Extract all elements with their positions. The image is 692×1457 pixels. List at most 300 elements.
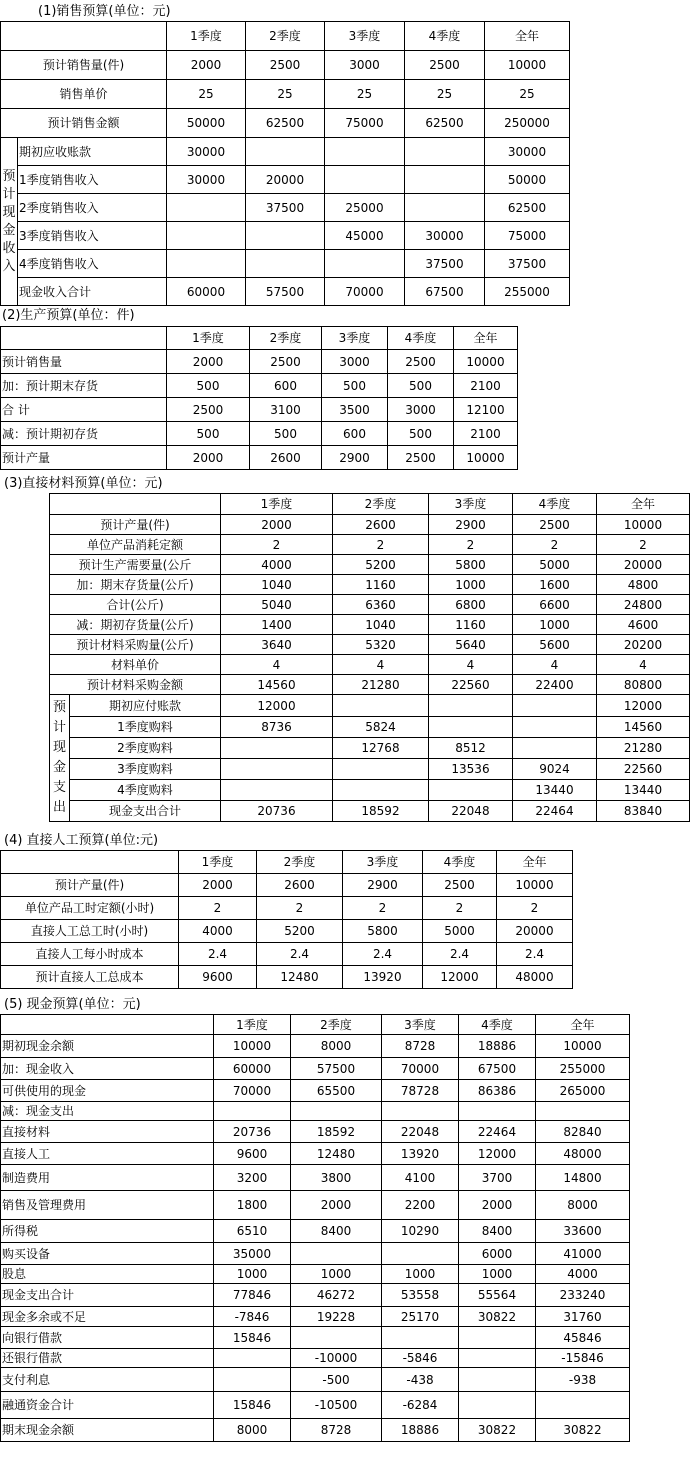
table-cell: 4 <box>513 655 597 675</box>
table-cell <box>405 166 485 194</box>
table-cell: 15846 <box>214 1392 291 1419</box>
table-row <box>1 446 518 470</box>
table-row <box>50 717 690 738</box>
table-cell: 6510 <box>214 1220 291 1243</box>
table-row <box>50 738 690 759</box>
table-row <box>1 1143 630 1165</box>
column-header: 4季度 <box>405 22 485 51</box>
table-cell: 2.4 <box>497 943 573 966</box>
table-cell: 5824 <box>333 717 429 738</box>
table-row <box>1 1220 630 1243</box>
table-row <box>1 897 573 920</box>
table-row <box>1 1102 630 1121</box>
row-label: 预计产量(件) <box>1 874 179 897</box>
table-row <box>1 1243 630 1265</box>
table-cell: 1400 <box>221 615 333 635</box>
column-header: 1季度 <box>214 1015 291 1035</box>
table-cell: 20000 <box>246 166 325 194</box>
table-cell: 500 <box>322 374 388 398</box>
table-cell: 5800 <box>429 555 513 575</box>
table-cell: 30822 <box>459 1307 536 1327</box>
table-cell: 1160 <box>333 575 429 595</box>
table-row <box>50 780 690 801</box>
table-cell: 83840 <box>597 801 690 822</box>
table-cell <box>221 759 333 780</box>
column-header: 全年 <box>536 1015 630 1035</box>
row-label: 期末现金余额 <box>1 1419 214 1442</box>
column-header: 1季度 <box>167 327 250 350</box>
table-cell: 4 <box>429 655 513 675</box>
table-cell: 2.4 <box>179 943 257 966</box>
table-cell: 2 <box>429 535 513 555</box>
table-cell: 2 <box>597 535 690 555</box>
table-cell: 1000 <box>214 1265 291 1284</box>
table-cell <box>459 1327 536 1349</box>
table-cell: 8728 <box>291 1419 382 1442</box>
table-cell: 62500 <box>405 109 485 138</box>
table-row <box>50 615 690 635</box>
group-label: 预计现金收入 <box>1 138 18 306</box>
table-cell: 21280 <box>333 675 429 695</box>
corner-cell <box>1 22 167 51</box>
row-label: 3季度购料 <box>70 759 221 780</box>
table-cell <box>405 138 485 166</box>
table-cell: -5846 <box>382 1349 459 1368</box>
table-cell: 12100 <box>454 398 518 422</box>
table-cell: 33600 <box>536 1220 630 1243</box>
table-cell: 22464 <box>459 1121 536 1143</box>
table-cell: 8512 <box>429 738 513 759</box>
table-row <box>1 1035 630 1058</box>
column-header: 4季度 <box>513 494 597 515</box>
table-cell: 37500 <box>485 250 570 278</box>
table-cell: 5200 <box>257 920 343 943</box>
table-cell: 2500 <box>388 350 454 374</box>
row-label: 减：期初存货量(公斤) <box>50 615 221 635</box>
table-cell: 6000 <box>459 1243 536 1265</box>
table-cell: 1000 <box>382 1265 459 1284</box>
table-cell: 13920 <box>343 966 423 989</box>
table-cell: 600 <box>250 374 322 398</box>
corner-cell <box>1 327 167 350</box>
table-cell <box>325 166 405 194</box>
table-cell: 57500 <box>291 1058 382 1080</box>
table-cell: 255000 <box>485 278 570 306</box>
column-header: 1季度 <box>179 851 257 874</box>
table-cell: 25170 <box>382 1307 459 1327</box>
table-cell: 5640 <box>429 635 513 655</box>
table-cell: 20000 <box>597 555 690 575</box>
table-cell: 12000 <box>221 695 333 717</box>
material-budget-title: (3)直接材料预算(单位：元) <box>4 476 163 491</box>
table-cell: 10000 <box>485 51 570 80</box>
table-cell: 500 <box>167 422 250 446</box>
cash-budget-title: (5) 现金预算(单位：元) <box>4 997 141 1012</box>
table-cell: 2500 <box>250 350 322 374</box>
column-header: 3季度 <box>382 1015 459 1035</box>
table-row <box>1 1191 630 1220</box>
table-row <box>1 278 570 306</box>
table-cell: 2900 <box>429 515 513 535</box>
table-cell: 1000 <box>429 575 513 595</box>
row-label: 单位产品消耗定额 <box>50 535 221 555</box>
row-label: 预计材料采购量(公斤) <box>50 635 221 655</box>
table-cell: -10000 <box>291 1349 382 1368</box>
table-row <box>50 575 690 595</box>
row-label: 期初应收账款 <box>18 138 167 166</box>
table-cell <box>214 1102 291 1121</box>
table-cell: 9600 <box>214 1143 291 1165</box>
table-cell: 25000 <box>325 194 405 222</box>
row-label: 合 计 <box>1 398 167 422</box>
row-label: 合计(公斤) <box>50 595 221 615</box>
table-cell: 2.4 <box>257 943 343 966</box>
table-cell <box>221 780 333 801</box>
row-label: 购买设备 <box>1 1243 214 1265</box>
table-cell: 4 <box>597 655 690 675</box>
table-row <box>50 555 690 575</box>
row-label: 向银行借款 <box>1 1327 214 1349</box>
column-header: 1季度 <box>167 22 246 51</box>
table-cell: -438 <box>382 1368 459 1392</box>
table-cell: 2900 <box>343 874 423 897</box>
table-cell: 2 <box>497 897 573 920</box>
table-cell: -938 <box>536 1368 630 1392</box>
table-cell <box>429 695 513 717</box>
table-cell: 25 <box>325 80 405 109</box>
table-cell: 14800 <box>536 1165 630 1191</box>
header-row <box>50 494 690 515</box>
table-cell: 500 <box>250 422 322 446</box>
row-label: 减：预计期初存货 <box>1 422 167 446</box>
table-cell: 265000 <box>536 1080 630 1102</box>
corner-cell <box>1 1015 214 1035</box>
row-label: 现金支出合计 <box>1 1284 214 1307</box>
table-cell: 6600 <box>513 595 597 615</box>
table-cell: -7846 <box>214 1307 291 1327</box>
column-header: 2季度 <box>250 327 322 350</box>
table-cell <box>459 1349 536 1368</box>
row-label: 现金收入合计 <box>18 278 167 306</box>
row-label: 预计产量 <box>1 446 167 470</box>
table-cell: 1000 <box>459 1265 536 1284</box>
table-cell: 3000 <box>322 350 388 374</box>
table-cell: 50000 <box>167 109 246 138</box>
table-cell: 19228 <box>291 1307 382 1327</box>
row-label: 期初现金余额 <box>1 1035 214 1058</box>
table-cell: 9024 <box>513 759 597 780</box>
table-cell: 2.4 <box>423 943 497 966</box>
table-cell <box>429 780 513 801</box>
row-label: 融通资金合计 <box>1 1392 214 1419</box>
row-label: 销售单价 <box>1 80 167 109</box>
table-cell: 8736 <box>221 717 333 738</box>
table-cell: 65500 <box>291 1080 382 1102</box>
table-cell: 5200 <box>333 555 429 575</box>
table-row <box>1 966 573 989</box>
table-cell: 2900 <box>322 446 388 470</box>
table-cell: 8400 <box>291 1220 382 1243</box>
table-cell: 67500 <box>405 278 485 306</box>
table-cell: 10290 <box>382 1220 459 1243</box>
table-cell: 86386 <box>459 1080 536 1102</box>
table-cell: 12480 <box>257 966 343 989</box>
table-cell: 2 <box>513 535 597 555</box>
column-header: 全年 <box>597 494 690 515</box>
table-row <box>1 1165 630 1191</box>
table-cell: 20200 <box>597 635 690 655</box>
table-cell: 1160 <box>429 615 513 635</box>
table-cell: 10000 <box>497 874 573 897</box>
table-cell: 37500 <box>405 250 485 278</box>
table-cell: 1000 <box>291 1265 382 1284</box>
table-cell: 67500 <box>459 1058 536 1080</box>
table-cell: 2500 <box>513 515 597 535</box>
column-header: 3季度 <box>322 327 388 350</box>
table-cell: 2200 <box>382 1191 459 1220</box>
table-cell: 2000 <box>167 350 250 374</box>
table-cell: 30000 <box>485 138 570 166</box>
row-label: 制造费用 <box>1 1165 214 1191</box>
table-cell: -500 <box>291 1368 382 1392</box>
table-cell: 8000 <box>291 1035 382 1058</box>
table-row <box>1 1368 630 1392</box>
row-label: 直接人工每小时成本 <box>1 943 179 966</box>
column-header: 4季度 <box>423 851 497 874</box>
table-cell <box>325 250 405 278</box>
table-cell <box>333 780 429 801</box>
table-cell: 30822 <box>459 1419 536 1442</box>
row-label: 预计材料采购金额 <box>50 675 221 695</box>
column-header: 全年 <box>454 327 518 350</box>
table-cell: 30822 <box>536 1419 630 1442</box>
table-cell: 50000 <box>485 166 570 194</box>
table-row <box>1 1307 630 1327</box>
column-header: 2季度 <box>333 494 429 515</box>
table-cell: 500 <box>167 374 250 398</box>
table-cell <box>536 1102 630 1121</box>
table-cell: 8400 <box>459 1220 536 1243</box>
table-cell: 6800 <box>429 595 513 615</box>
column-header: 4季度 <box>459 1015 536 1035</box>
column-header: 3季度 <box>343 851 423 874</box>
row-label: 可供使用的现金 <box>1 1080 214 1102</box>
table-cell: 600 <box>322 422 388 446</box>
table-cell: 45000 <box>325 222 405 250</box>
table-cell: 20736 <box>214 1121 291 1143</box>
table-cell: 4 <box>221 655 333 675</box>
table-cell <box>405 194 485 222</box>
column-header: 3季度 <box>429 494 513 515</box>
table-row <box>1 1349 630 1368</box>
table-cell: 4 <box>333 655 429 675</box>
table-cell: 2 <box>179 897 257 920</box>
table-cell: 25 <box>485 80 570 109</box>
table-cell: 2600 <box>333 515 429 535</box>
table-cell <box>333 695 429 717</box>
table-cell: 31760 <box>536 1307 630 1327</box>
table-cell: 24800 <box>597 595 690 615</box>
table-cell: 1000 <box>513 615 597 635</box>
table-cell: 250000 <box>485 109 570 138</box>
table-row <box>1 1121 630 1143</box>
sales-budget-title: (1)销售预算(单位：元) <box>38 4 171 19</box>
table-row <box>50 535 690 555</box>
table-row <box>1 422 518 446</box>
table-cell: 233240 <box>536 1284 630 1307</box>
table-cell: 62500 <box>246 109 325 138</box>
table-cell: 1040 <box>333 615 429 635</box>
header-row <box>1 327 518 350</box>
table-cell: 2500 <box>388 446 454 470</box>
table-cell: 13536 <box>429 759 513 780</box>
row-label: 股息 <box>1 1265 214 1284</box>
table-row <box>1 80 570 109</box>
column-header: 2季度 <box>291 1015 382 1035</box>
table-cell: 3800 <box>291 1165 382 1191</box>
table-cell: 60000 <box>167 278 246 306</box>
table-cell: 10000 <box>454 350 518 374</box>
table-cell <box>333 759 429 780</box>
table-row <box>1 1265 630 1284</box>
table-cell: 14560 <box>221 675 333 695</box>
table-cell: 30000 <box>167 138 246 166</box>
row-label: 减：现金支出 <box>1 1102 214 1121</box>
table-cell <box>214 1349 291 1368</box>
column-header: 4季度 <box>388 327 454 350</box>
table-cell: 45846 <box>536 1327 630 1349</box>
table-cell: 2000 <box>179 874 257 897</box>
table-row <box>50 801 690 822</box>
table-row <box>1 874 573 897</box>
row-label: 加：预计期末存货 <box>1 374 167 398</box>
table-cell: 2 <box>257 897 343 920</box>
table-cell: 12480 <box>291 1143 382 1165</box>
table-cell: 2.4 <box>343 943 423 966</box>
table-cell <box>291 1327 382 1349</box>
table-row <box>1 1392 630 1419</box>
table-cell: 80800 <box>597 675 690 695</box>
table-row <box>50 695 690 717</box>
table-cell: 4100 <box>382 1165 459 1191</box>
table-cell: 22464 <box>513 801 597 822</box>
table-cell: 4000 <box>221 555 333 575</box>
row-label: 直接材料 <box>1 1121 214 1143</box>
row-label: 4季度销售收入 <box>18 250 167 278</box>
table-cell: 4000 <box>536 1265 630 1284</box>
row-label: 预计销售金额 <box>1 109 167 138</box>
table-cell: 55564 <box>459 1284 536 1307</box>
table-row <box>1 250 570 278</box>
table-cell: 5600 <box>513 635 597 655</box>
table-cell: 78728 <box>382 1080 459 1102</box>
table-cell: 2000 <box>167 446 250 470</box>
table-cell: 12000 <box>459 1143 536 1165</box>
table-cell: 4600 <box>597 615 690 635</box>
row-label: 1季度销售收入 <box>18 166 167 194</box>
table-cell: 60000 <box>214 1058 291 1080</box>
table-cell: -6284 <box>382 1392 459 1419</box>
table-cell: 2 <box>333 535 429 555</box>
table-row <box>1 1080 630 1102</box>
table-cell: 5040 <box>221 595 333 615</box>
table-cell: 48000 <box>536 1143 630 1165</box>
row-label: 直接人工总工时(小时) <box>1 920 179 943</box>
row-label: 现金多余或不足 <box>1 1307 214 1327</box>
table-row <box>1 1284 630 1307</box>
header-row <box>1 1015 630 1035</box>
table-cell <box>167 250 246 278</box>
table-cell: 3000 <box>388 398 454 422</box>
table-cell <box>459 1102 536 1121</box>
table-cell: 18886 <box>459 1035 536 1058</box>
table-cell: 46272 <box>291 1284 382 1307</box>
table-cell <box>291 1102 382 1121</box>
column-header: 2季度 <box>246 22 325 51</box>
table-row <box>50 515 690 535</box>
table-cell: 35000 <box>214 1243 291 1265</box>
table-cell: 5800 <box>343 920 423 943</box>
table-row <box>50 635 690 655</box>
table-cell: 2 <box>221 535 333 555</box>
table-cell: 57500 <box>246 278 325 306</box>
table-row <box>1 350 518 374</box>
table-row <box>1 1327 630 1349</box>
table-cell: 2 <box>343 897 423 920</box>
table-cell: 2600 <box>257 874 343 897</box>
table-cell <box>246 138 325 166</box>
table-cell: 77846 <box>214 1284 291 1307</box>
table-cell: 22048 <box>429 801 513 822</box>
table-cell: 5000 <box>423 920 497 943</box>
row-label: 2季度购料 <box>70 738 221 759</box>
table-row <box>50 759 690 780</box>
table-cell: 10000 <box>214 1035 291 1058</box>
table-cell: 18592 <box>333 801 429 822</box>
table-cell: 2000 <box>167 51 246 80</box>
table-row <box>1 166 570 194</box>
row-label: 1季度购料 <box>70 717 221 738</box>
table-row <box>50 655 690 675</box>
table-cell: 8728 <box>382 1035 459 1058</box>
column-header: 全年 <box>497 851 573 874</box>
table-cell: 2500 <box>423 874 497 897</box>
table-cell: 2 <box>423 897 497 920</box>
table-cell: 10000 <box>536 1035 630 1058</box>
header-row <box>1 851 573 874</box>
table-cell: 2600 <box>250 446 322 470</box>
table-cell: 53558 <box>382 1284 459 1307</box>
row-label: 2季度销售收入 <box>18 194 167 222</box>
table-cell <box>536 1392 630 1419</box>
row-label: 单位产品工时定额(小时) <box>1 897 179 920</box>
table-cell: 62500 <box>485 194 570 222</box>
table-cell: 255000 <box>536 1058 630 1080</box>
table-cell: 2100 <box>454 374 518 398</box>
row-label: 现金支出合计 <box>70 801 221 822</box>
table-cell <box>214 1368 291 1392</box>
table-cell: 3200 <box>214 1165 291 1191</box>
cash-budget-table <box>0 1014 630 1442</box>
table-cell: 12000 <box>423 966 497 989</box>
row-label: 4季度购料 <box>70 780 221 801</box>
table-cell: 15846 <box>214 1327 291 1349</box>
table-cell: 500 <box>388 422 454 446</box>
table-cell: 2500 <box>405 51 485 80</box>
table-cell: 70000 <box>214 1080 291 1102</box>
table-cell: 10000 <box>597 515 690 535</box>
table-cell: 2500 <box>167 398 250 422</box>
